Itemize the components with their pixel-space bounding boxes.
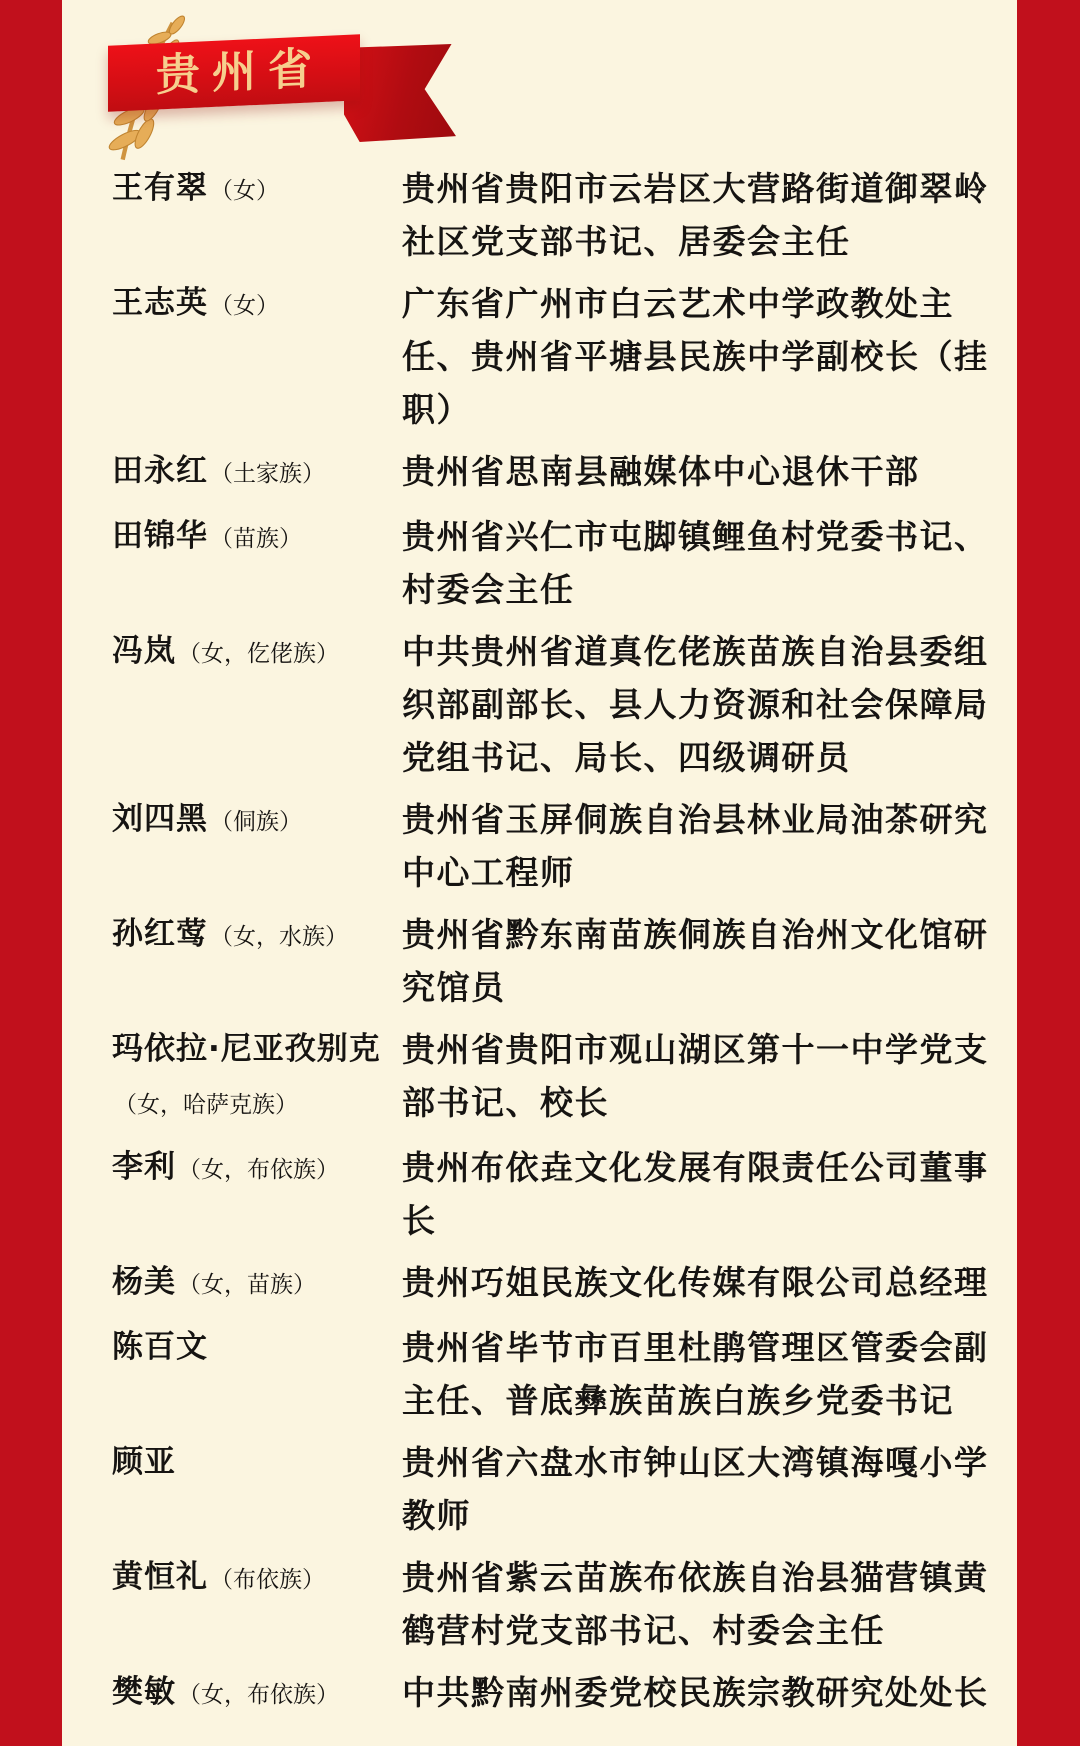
- honoree-title: 贵州省贵阳市观山湖区第十一中学党支部书记、校长: [402, 1030, 989, 1122]
- honoree-ethnicity-tag: （布依族）: [210, 1567, 325, 1593]
- honoree-title: 中共贵州省道真仡佬族苗族自治县委组织部副部长、县人力资源和社会保障局党组书记、局长、四级调研员: [402, 632, 989, 777]
- honoree-title: 贵州省兴仁市屯脚镇鲤鱼村党委书记、村委会主任: [402, 517, 989, 609]
- honoree-name: 王志英: [112, 285, 208, 321]
- honoree-name-cell: [112, 1141, 402, 1247]
- honoree-name: 杨美: [112, 1264, 176, 1300]
- honoree-title: 贵州省贵阳市云岩区大营路街道御翠岭社区党支部书记、居委会主任: [402, 169, 989, 261]
- honoree-title: 广东省广州市白云艺术中学政教处主任、贵州省平塘县民族中学副校长（挂职）: [402, 284, 989, 429]
- honoree-name-cell: [112, 445, 402, 501]
- honoree-name-cell: [112, 1256, 402, 1312]
- honoree-name: 田永红: [112, 453, 208, 489]
- honoree-name: 王有翠: [112, 170, 208, 206]
- honoree-ethnicity-tag: （女，布依族）: [178, 1157, 339, 1183]
- honoree-name: 顾亚: [112, 1444, 176, 1480]
- honoree-entry: [112, 625, 1017, 784]
- honoree-ethnicity-tag: （女，仡佬族）: [178, 641, 339, 667]
- honoree-name: 陈百文: [112, 1329, 208, 1365]
- honoree-entry: [112, 1023, 1017, 1132]
- honoree-name: 田锦华: [112, 518, 208, 554]
- honoree-name-cell: [112, 1023, 402, 1132]
- honoree-title: 贵州省玉屏侗族自治县林业局油茶研究中心工程师: [402, 800, 989, 892]
- honoree-entry: [112, 1436, 1017, 1542]
- honoree-name-cell: [112, 162, 402, 268]
- honoree-name-cell: [112, 1551, 402, 1657]
- honoree-entry: [112, 1321, 1017, 1427]
- honoree-title: 贵州省毕节市百里杜鹃管理区管委会副主任、普底彝族苗族白族乡党委书记: [402, 1328, 989, 1420]
- honoree-title: 贵州省黔东南苗族侗族自治州文化馆研究馆员: [402, 915, 989, 1007]
- honoree-name-cell: [112, 1666, 402, 1722]
- honoree-title: 贵州布依垚文化发展有限责任公司董事长: [402, 1148, 989, 1240]
- honoree-name-cell: [112, 1321, 402, 1427]
- honoree-entry: [112, 908, 1017, 1014]
- ribbon-fold: [344, 44, 456, 142]
- honoree-name: 樊敏: [112, 1674, 176, 1710]
- honoree-ethnicity-tag: （女，哈萨克族）: [114, 1092, 298, 1118]
- honoree-title: 中共黔南州委党校民族宗教研究处处长: [402, 1673, 989, 1712]
- honoree-name-cell: [112, 793, 402, 899]
- honoree-name: 黄恒礼: [112, 1559, 208, 1595]
- right-border-stripe: [1017, 0, 1080, 1746]
- honoree-name-cell: [112, 277, 402, 436]
- honoree-entry: [112, 1551, 1017, 1657]
- honoree-title: 贵州省思南县融媒体中心退休干部: [402, 452, 920, 491]
- honoree-name-cell: [112, 510, 402, 616]
- honoree-ethnicity-tag: （土家族）: [210, 461, 325, 487]
- honoree-name-cell: [112, 625, 402, 784]
- honoree-entry: [112, 1141, 1017, 1247]
- honoree-entry: [112, 793, 1017, 899]
- banner-title: 贵州省: [156, 42, 324, 102]
- honoree-name: 冯岚: [112, 633, 176, 669]
- honoree-title: 贵州省六盘水市钟山区大湾镇海嘎小学教师: [402, 1443, 989, 1535]
- honoree-entry: [112, 162, 1017, 268]
- honoree-ethnicity-tag: （侗族）: [210, 809, 302, 835]
- honoree-ethnicity-tag: （女）: [210, 293, 279, 319]
- honoree-entry: [112, 1256, 1017, 1312]
- content-area: [62, 0, 1017, 1731]
- honoree-title: 贵州巧姐民族文化传媒有限公司总经理: [402, 1263, 989, 1302]
- honoree-name: 孙红莺: [112, 916, 208, 952]
- honoree-title: 贵州省紫云苗族布依族自治县猫营镇黄鹤营村党支部书记、村委会主任: [402, 1558, 989, 1650]
- left-border-stripe: [0, 0, 62, 1746]
- honoree-name: 李利: [112, 1149, 176, 1185]
- honoree-ethnicity-tag: （女，水族）: [210, 924, 348, 950]
- ribbon-band: [108, 34, 360, 111]
- honoree-entry: [112, 277, 1017, 436]
- honoree-entry: [112, 445, 1017, 501]
- honoree-ethnicity-tag: （苗族）: [210, 526, 302, 552]
- honoree-ethnicity-tag: （女，布依族）: [178, 1682, 339, 1708]
- honoree-entry: [112, 1666, 1017, 1722]
- honoree-list: [62, 162, 1017, 1722]
- province-banner: [62, 16, 1017, 148]
- honoree-name: 刘四黑: [112, 801, 208, 837]
- honoree-name: 玛依拉·尼亚孜别克: [112, 1031, 381, 1067]
- honoree-ethnicity-tag: （女，苗族）: [178, 1272, 316, 1298]
- honoree-ethnicity-tag: （女）: [210, 178, 279, 204]
- honoree-name-cell: [112, 908, 402, 1014]
- honoree-name-cell: [112, 1436, 402, 1542]
- honoree-entry: [112, 510, 1017, 616]
